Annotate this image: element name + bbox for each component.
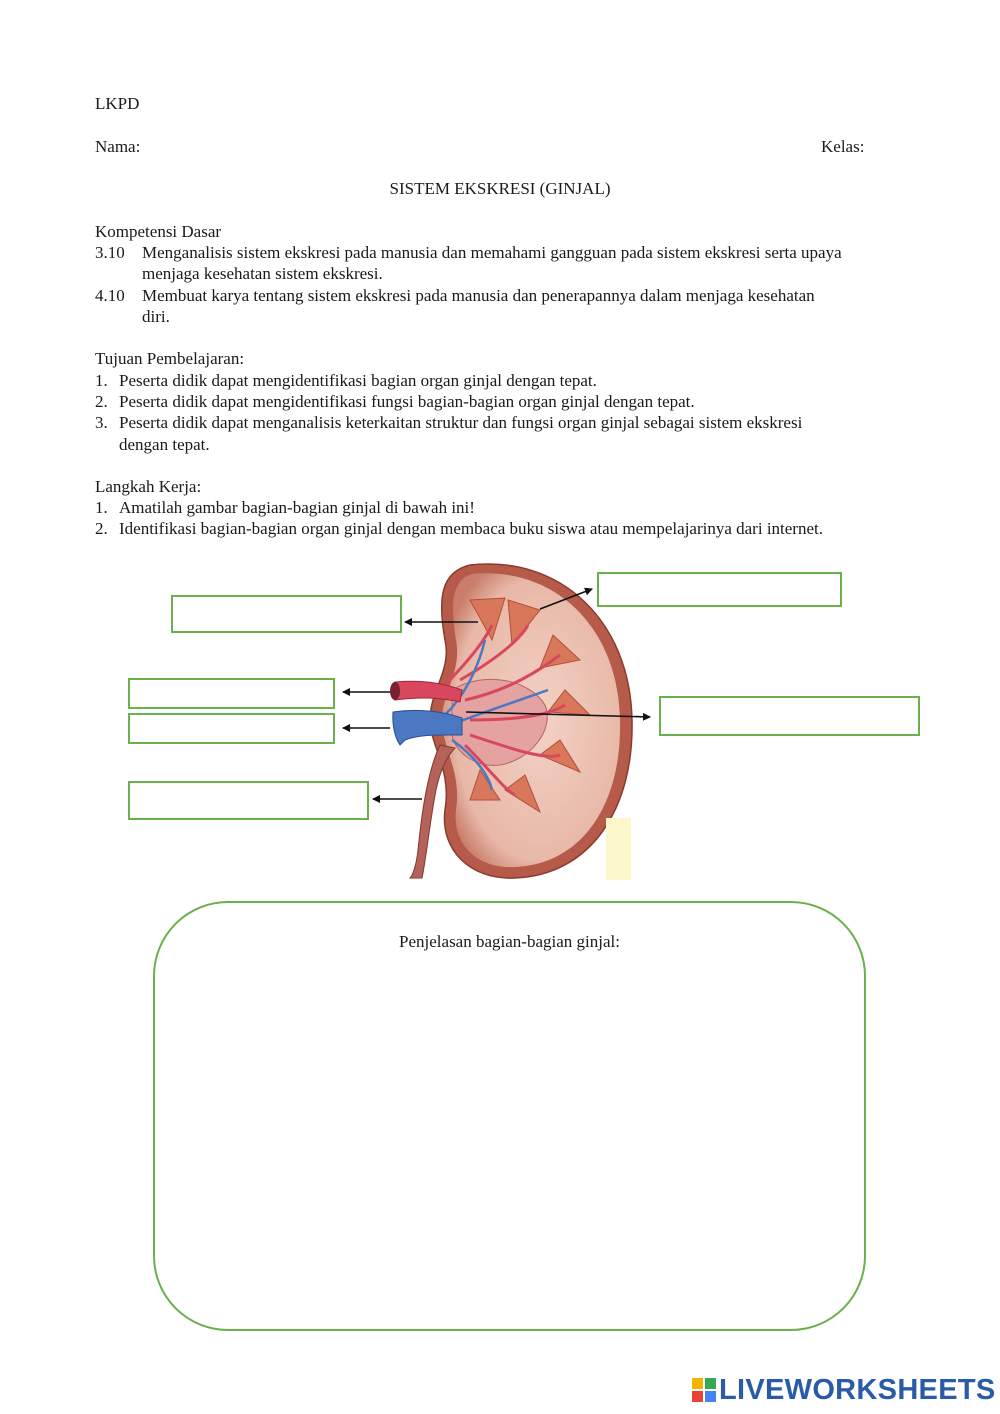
objective-text: Peserta didik dapat menganalisis keterkaitan struktur dan fungsi organ ginjal sebagai sistem ekskresi <box>119 413 803 432</box>
competency-number: 4.10 <box>95 286 125 305</box>
steps-heading: Langkah Kerja: <box>95 477 202 496</box>
objectives-heading: Tujuan Pembelajaran: <box>95 349 245 368</box>
competency-text-cont: menjaga kesehatan sistem ekskresi. <box>142 264 383 283</box>
answer-box-artery[interactable] <box>128 678 335 709</box>
objective-number: 1. <box>95 371 108 390</box>
step-text: Amatilah gambar bagian-bagian ginjal di bawah ini! <box>119 498 475 517</box>
explanation-title: Penjelasan bagian-bagian ginjal: <box>399 932 620 951</box>
competency-text: Menganalisis sistem ekskresi pada manusia dan memahami gangguan pada sistem ekskresi serta upaya <box>142 243 842 262</box>
page-title: SISTEM EKSKRESI (GINJAL) <box>389 179 611 198</box>
doc-type-label: LKPD <box>95 94 140 113</box>
step-number: 1. <box>95 498 108 517</box>
competency-heading: Kompetensi Dasar <box>95 222 222 241</box>
competency-text: Membuat karya tentang sistem ekskresi pada manusia dan penerapannya dalam menjaga kesehatan <box>142 286 815 305</box>
answer-box-vein[interactable] <box>128 713 335 744</box>
objective-text: Peserta didik dapat mengidentifikasi bagian organ ginjal dengan tepat. <box>119 371 597 390</box>
answer-box-cortex[interactable] <box>597 572 842 607</box>
objective-text-cont: dengan tepat. <box>119 435 210 454</box>
highlight-mark <box>606 818 631 880</box>
competency-number: 3.10 <box>95 243 125 262</box>
objective-text: Peserta didik dapat mengidentifikasi fungsi bagian-bagian organ ginjal dengan tepat. <box>119 392 695 411</box>
answer-box-medulla[interactable] <box>171 595 402 633</box>
logo-text: LIVEWORKSHEETS <box>719 1373 996 1406</box>
class-label: Kelas: <box>821 137 865 156</box>
step-text: Identifikasi bagian-bagian organ ginjal dengan membaca buku siswa atau mempelajarinya dari internet. <box>119 519 823 538</box>
objective-number: 2. <box>95 392 108 411</box>
name-label: Nama: <box>95 137 141 156</box>
liveworksheets-logo-icon <box>692 1378 716 1402</box>
answer-box-pelvis[interactable] <box>659 696 920 736</box>
objective-number: 3. <box>95 413 108 432</box>
liveworksheets-logo <box>692 1374 996 1406</box>
answer-box-ureter[interactable] <box>128 781 369 820</box>
explanation-box[interactable] <box>153 901 866 1331</box>
step-number: 2. <box>95 519 108 538</box>
competency-text-cont: diri. <box>142 307 170 326</box>
